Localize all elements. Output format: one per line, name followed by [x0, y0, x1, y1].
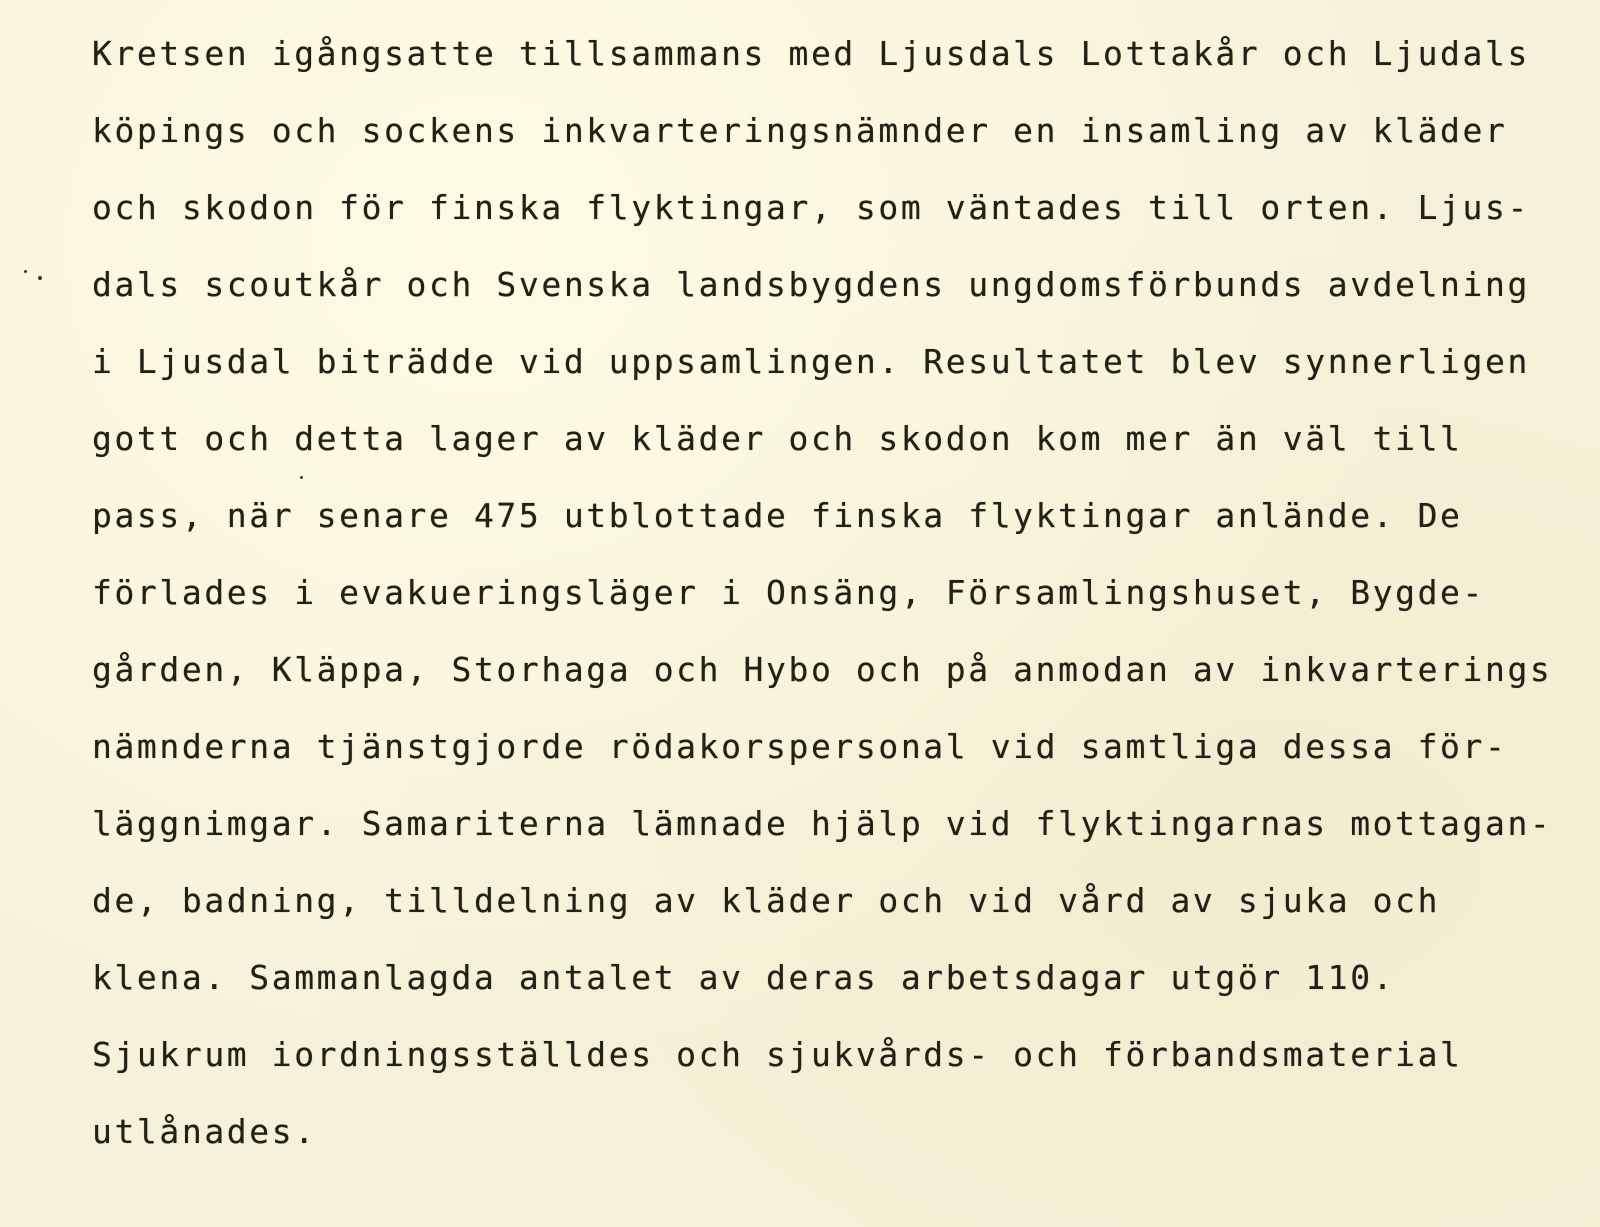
text-line: läggnimgar. Samariterna lämnade hjälp vid flyktingarnas mottagan-	[92, 804, 1553, 843]
text-line: i Ljusdal biträdde vid uppsamlingen. Resultatet blev synnerligen	[92, 342, 1530, 381]
typewritten-text	[92, 22, 1592, 1177]
text-line: nämnderna tjänstgjorde rödakorspersonal vid samtliga dessa för-	[92, 727, 1508, 766]
text-line: gården, Kläppa, Storhaga och Hybo och på anmodan av inkvarterings	[92, 650, 1553, 689]
text-line: Sjukrum iordningsställdes och sjukvårds- och förbandsmaterial	[92, 1035, 1463, 1074]
text-line: Kretsen igångsatte tillsammans med Ljusdals Lottakår och Ljudals	[92, 34, 1530, 73]
text-line: köpings och sockens inkvarteringsnämnder en insamling av kläder	[92, 111, 1508, 150]
text-line: dals scoutkår och Svenska landsbygdens ungdomsförbunds avdelning	[92, 265, 1530, 304]
text-line: pass, när senare 475 utblottade finska flyktingar anlände. De	[92, 496, 1463, 535]
text-line: utlånades.	[92, 1112, 317, 1151]
margin-speck	[24, 270, 27, 273]
text-line: de, badning, tilldelning av kläder och vid vård av sjuka och	[92, 881, 1441, 920]
text-line: och skodon för finska flyktingar, som väntades till orten. Ljus-	[92, 188, 1530, 227]
text-line: förlades i evakueringsläger i Onsäng, Församlingshuset, Bygde-	[92, 573, 1485, 612]
text-line: gott och detta lager av kläder och skodon kom mer än väl till	[92, 419, 1463, 458]
margin-speck	[38, 276, 42, 280]
text-line: klena. Sammanlagda antalet av deras arbetsdagar utgör 110.	[92, 958, 1396, 997]
